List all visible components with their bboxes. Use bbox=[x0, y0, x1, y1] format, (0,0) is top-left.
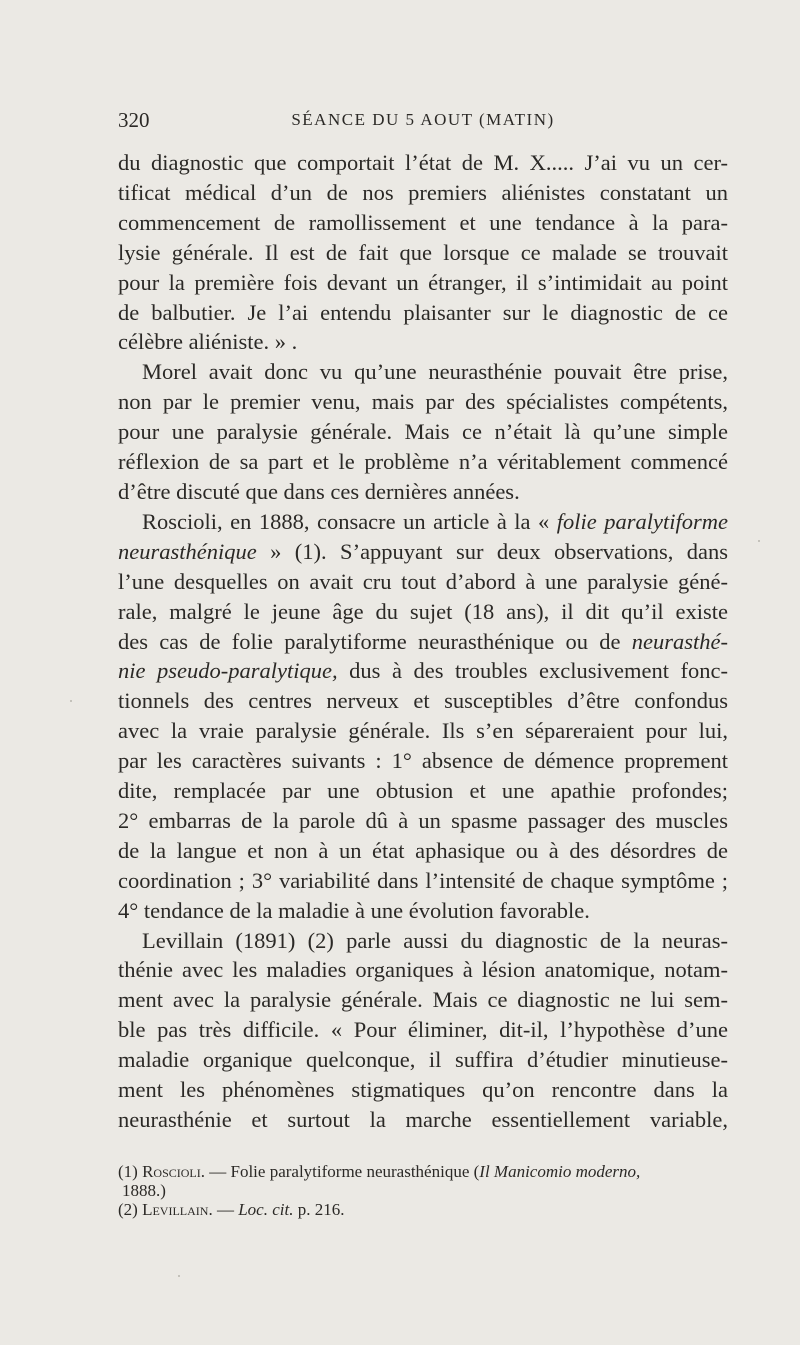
text-line: avec la vraie paralysie générale. Ils s’en sépareraient pour lui, bbox=[118, 718, 728, 744]
text-line: réflexion de sa part et le problème n’a véritablement commencé bbox=[118, 449, 728, 475]
footnote-marker: (2) bbox=[118, 1200, 138, 1219]
paper-speck bbox=[70, 700, 72, 702]
page-header bbox=[118, 108, 728, 138]
footnote-marker: (1) bbox=[118, 1162, 138, 1181]
text-line: lysie générale. Il est de fait que lorsque ce malade se trouvait bbox=[118, 239, 728, 265]
paragraph-start: Levillain (1891) (2) parle aussi du diagnostic de la neuras- bbox=[142, 927, 728, 953]
footnote-ref: Loc. cit. bbox=[238, 1200, 294, 1219]
text-line: pour la première fois devant un étranger, il s’intimidait au point bbox=[118, 269, 728, 295]
footnote-page: p. 216. bbox=[297, 1200, 345, 1219]
text-line: neurasthénie et surtout la marche essentiellement variable, bbox=[118, 1107, 728, 1132]
paper-speck bbox=[758, 540, 760, 542]
footnotes bbox=[118, 1162, 728, 1219]
text-line: de balbutier. Je l’ai entendu plaisanter sur le diagnostic de ce bbox=[118, 299, 728, 325]
text-line: de la langue et non à un état aphasique ou à des désordres de bbox=[118, 837, 728, 863]
paragraph-start: Morel avait donc vu qu’une neurasthénie pouvait être prise, bbox=[142, 359, 728, 385]
text-line: ment les phénomènes stigmatiques qu’on rencontre dans la bbox=[118, 1077, 728, 1103]
footnote-journal: Il Manicomio moderno, bbox=[479, 1162, 641, 1181]
text-run: dus à des troubles exclusivement fonc- bbox=[349, 658, 729, 684]
italic-term: folie paralytiforme bbox=[556, 508, 728, 534]
body-text bbox=[118, 148, 728, 1135]
text-line: célèbre aliéniste. » . bbox=[118, 329, 298, 355]
text-line: ment avec la paralysie générale. Mais ce diagnostic ne lui sem- bbox=[118, 987, 728, 1013]
footnote-author: Levillain. bbox=[142, 1200, 213, 1219]
text-line: du diagnostic que comportait l’état de M. X..... J’ai vu un cer- bbox=[118, 150, 728, 175]
footnote-1 bbox=[118, 1162, 728, 1181]
text-line: l’une desquelles on avait cru tout d’abord à une paralysie géné- bbox=[118, 568, 728, 594]
italic-term: neurasthénique bbox=[118, 538, 257, 564]
text-line: thénie avec les maladies organiques à lésion anatomique, notam- bbox=[118, 957, 728, 983]
text-line: dite, remplacée par une obtusion et une apathie profondes; bbox=[118, 778, 728, 804]
footnote-text: — Folie paralytiforme neurasthénique ( bbox=[209, 1162, 480, 1181]
text-line: d’être discuté que dans ces dernières années. bbox=[118, 478, 520, 504]
page-number: 320 bbox=[118, 108, 150, 132]
text-line: maladie organique quelconque, il suffira d’étudier minutieuse- bbox=[118, 1047, 728, 1073]
paper-speck bbox=[178, 1275, 180, 1277]
text-line: commencement de ramollissement et une tendance à la para- bbox=[118, 209, 728, 235]
text-run: Roscioli, en 1888, consacre un article à la « bbox=[142, 508, 550, 534]
text-line: 2° embarras de la parole dû à un spasme passager des muscles bbox=[118, 807, 728, 833]
italic-term: neurasthé- bbox=[631, 628, 728, 654]
text-run: » (1). S’appuyant sur deux observations, dans bbox=[270, 538, 728, 564]
text-line: rale, malgré le jeune âge du sujet (18 ans), il dit qu’il existe bbox=[118, 598, 728, 624]
text-line bbox=[118, 627, 728, 657]
footnote-1-continued: 1888.) bbox=[122, 1181, 166, 1200]
text-line bbox=[118, 537, 728, 567]
text-line: pour une paralysie générale. Mais ce n’était là qu’une simple bbox=[118, 419, 728, 445]
text-line: ble pas très difficile. « Pour éliminer, dit-il, l’hypothèse d’une bbox=[118, 1017, 728, 1043]
italic-term: nie pseudo-paralytique, bbox=[118, 658, 338, 684]
footnote-dash: — bbox=[216, 1200, 234, 1219]
text-line: tificat médical d’un de nos premiers aliénistes constatant un bbox=[118, 179, 728, 205]
footnote-author: Roscioli. bbox=[142, 1162, 205, 1181]
text-line bbox=[118, 656, 728, 686]
text-line: coordination ; 3° variabilité dans l’intensité de chaque symptôme ; bbox=[118, 867, 728, 893]
text-line: tionnels des centres nerveux et susceptibles d’être confondus bbox=[118, 688, 728, 714]
paragraph-start bbox=[118, 507, 728, 537]
text-line: non par le premier venu, mais par des spécialistes compétents, bbox=[118, 389, 728, 415]
text-run: des cas de folie paralytiforme neurasthénique ou de bbox=[118, 628, 621, 654]
text-line: 4° tendance de la maladie à une évolution favorable. bbox=[118, 897, 590, 923]
text-line: par les caractères suivants : 1° absence de démence proprement bbox=[118, 748, 728, 774]
footnote-2 bbox=[118, 1200, 728, 1219]
running-head: SÉANCE DU 5 AOUT (MATIN) bbox=[291, 110, 555, 129]
